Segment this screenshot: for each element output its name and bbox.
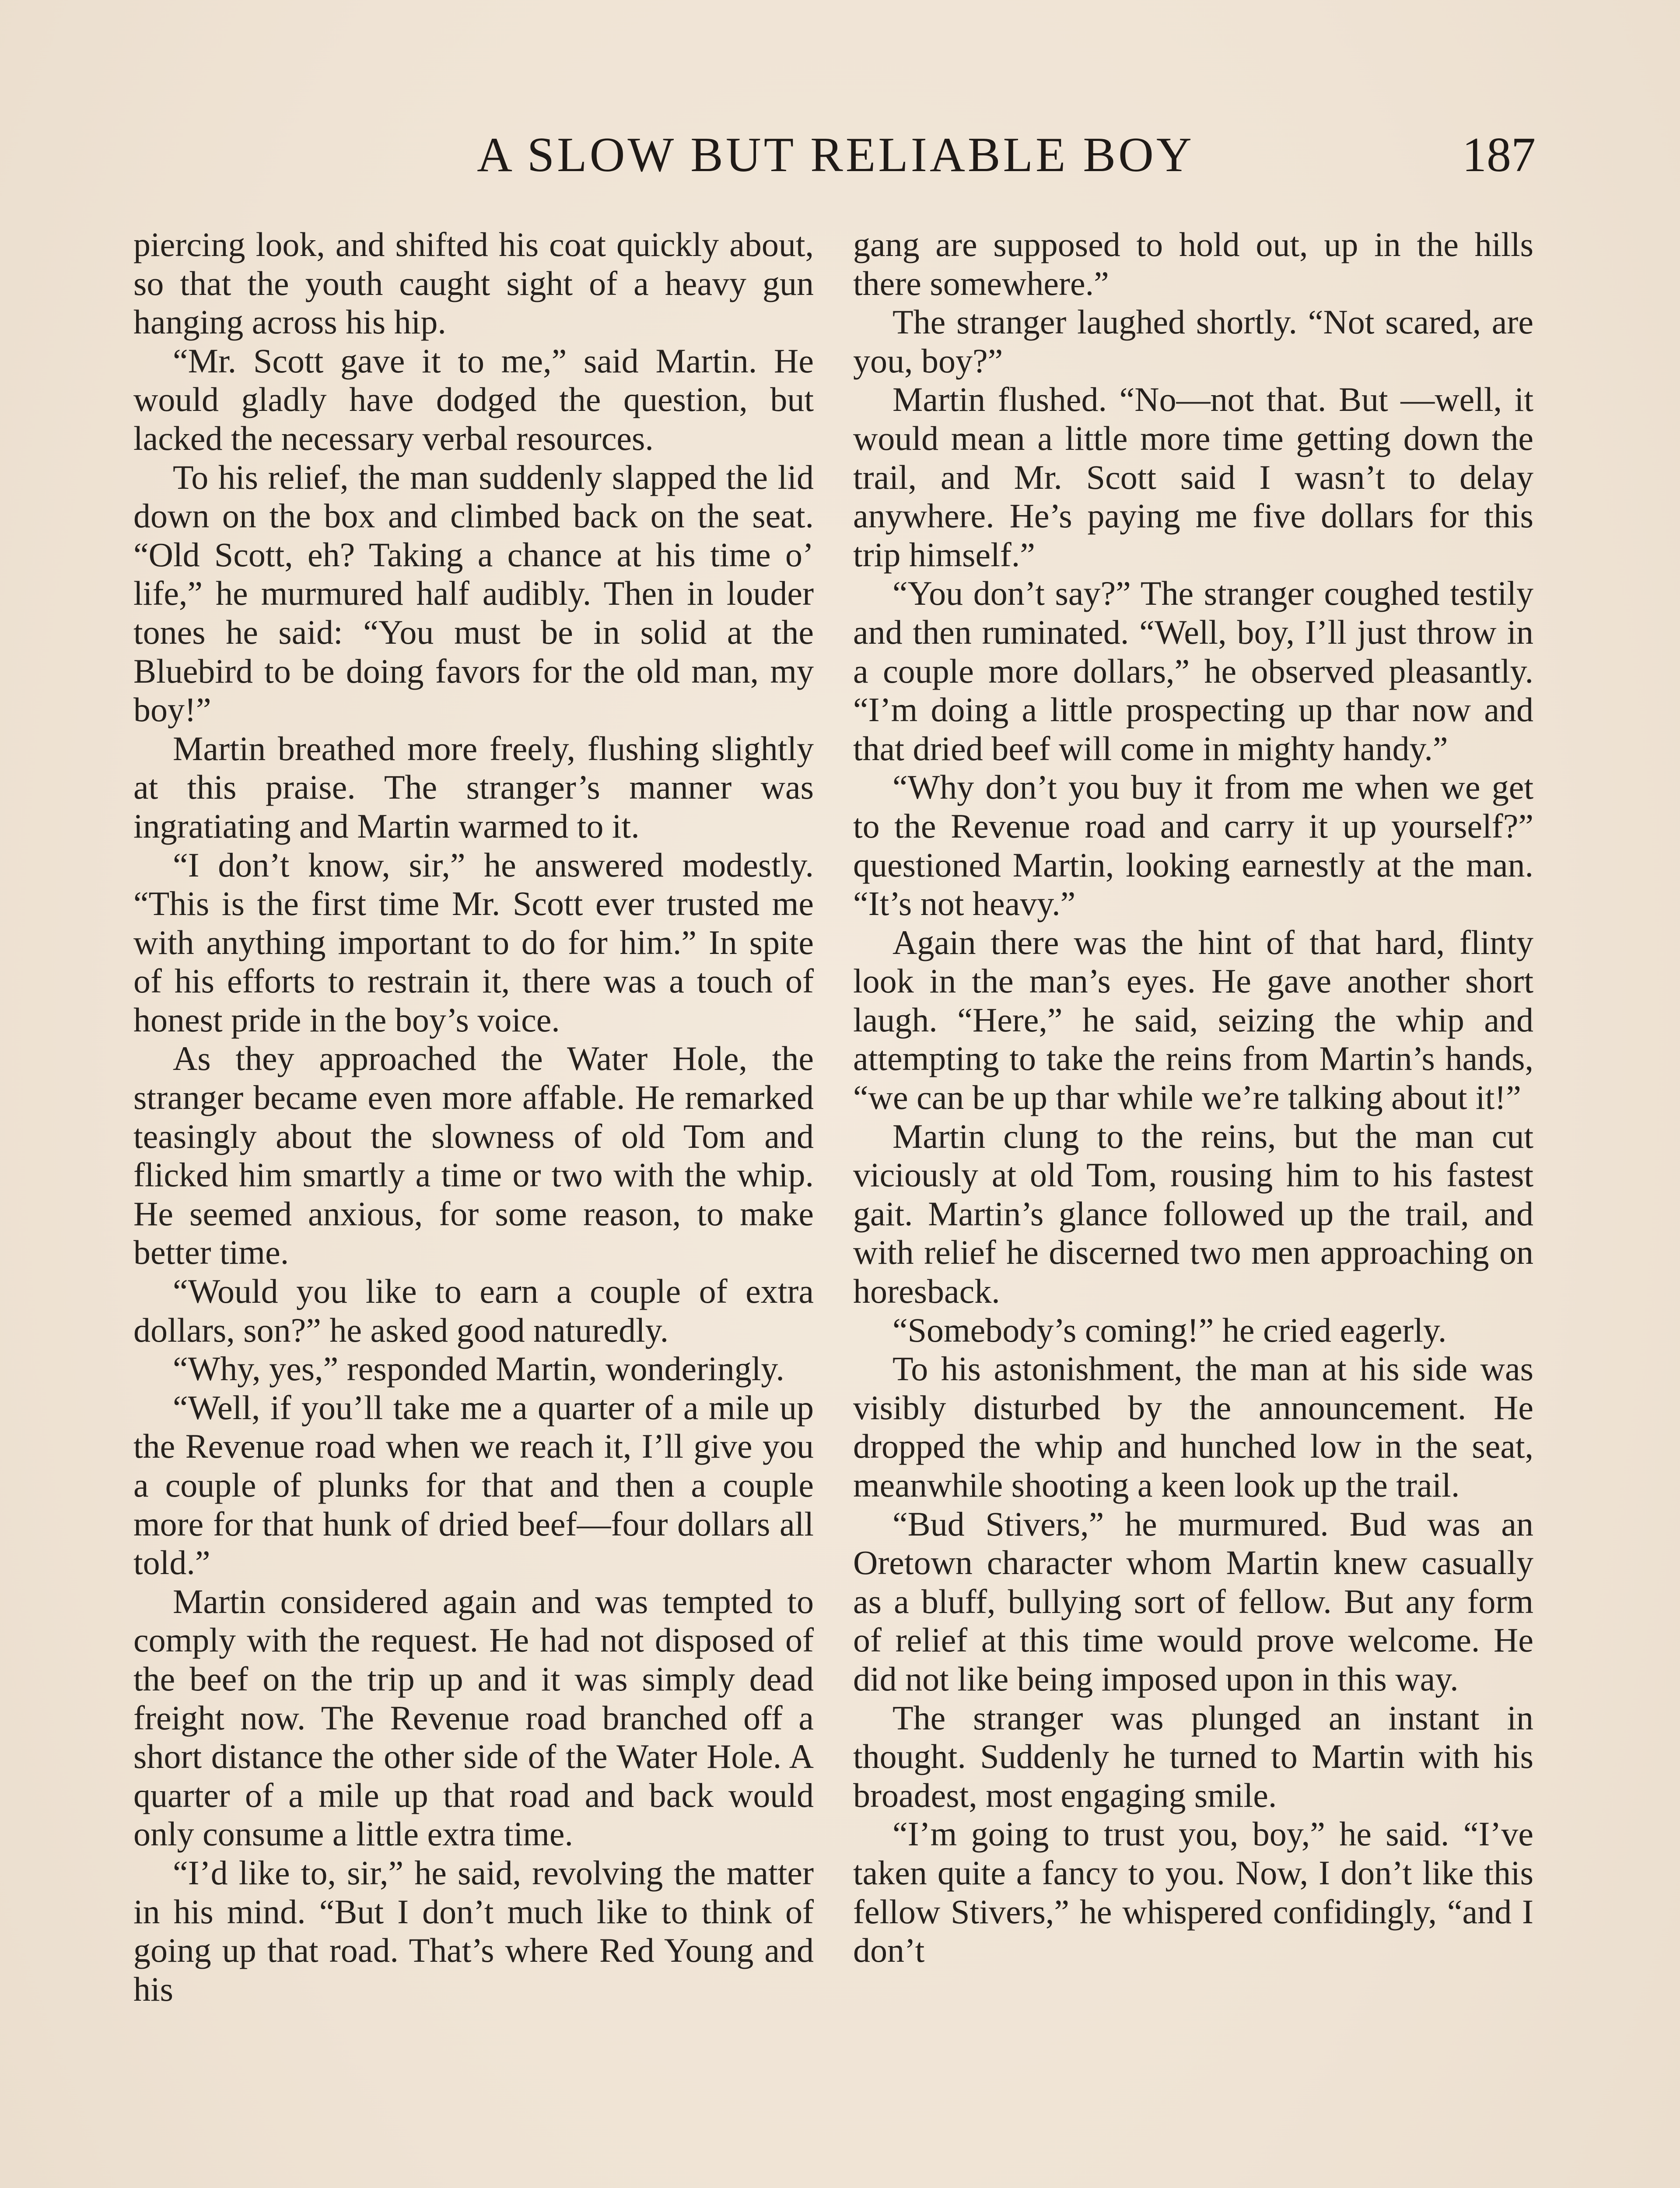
page-number: 187 <box>1462 128 1536 182</box>
paragraph: “Mr. Scott gave it to me,” said Martin. He would gladly have dodged the question, but lacked the necessary verbal resources. <box>133 341 814 457</box>
paragraph: The stranger laughed shortly. “Not scared, are you, boy?” <box>853 303 1533 380</box>
paragraph: To his astonishment, the man at his side was visibly disturbed by the announcement. He dropped the whip and hunched low in the seat, meanwhile shooting a keen look up the trail. <box>853 1350 1533 1504</box>
paragraph: “Why don’t you buy it from me when we get to the Revenue road and carry it up yourself?” questioned Martin, looking earnestly at the man. “It’s not heavy.” <box>853 768 1533 923</box>
paragraph: Martin breathed more freely, flushing slightly at this praise. The stranger’s manner was ingratiating and Martin warmed to it. <box>133 729 814 845</box>
paragraph: “Why, yes,” responded Martin, wonderingly. <box>173 1350 784 1388</box>
paragraph: As they approached the Water Hole, the stranger became even more affable. He remarked teasingly about the slowness of old Tom and flicked him smartly a time or two with the whip. He seemed anxious, for some reason, to make better time. <box>133 1039 814 1272</box>
paragraph: To his relief, the man suddenly slapped the lid down on the box and climbed back on the seat. “Old Scott, eh? Taking a chance at his time o’ life,” he murmured half audibly. Then in louder tones he said: “You must be in solid at the Bluebird to be doing favors for the old man, my boy!” <box>133 458 814 729</box>
paragraph: “I’d like to, sir,” he said, revolving the matter in his mind. “But I don’t much like to think of going up that road. That’s where Red Young and his <box>133 1853 814 2008</box>
paragraph: The stranger was plunged an instant in thought. Suddenly he turned to Martin with his broadest, most engaging smile. <box>853 1698 1533 1814</box>
right-column <box>853 225 1533 1970</box>
paragraph: “Somebody’s coming!” he cried eagerly. <box>892 1311 1447 1349</box>
left-column <box>133 225 814 2009</box>
paragraph: “Well, if you’ll take me a quarter of a mile up the Revenue road when we reach it, I’ll give you a couple of plunks for that and then a couple more for that hunk of dried beef—four dollars all told.” <box>133 1388 814 1582</box>
running-title: A SLOW BUT RELIABLE BOY <box>477 128 1194 182</box>
paragraph: gang are supposed to hold out, up in the hills there somewhere.” <box>853 225 1533 302</box>
paragraph: Martin clung to the reins, but the man cut viciously at old Tom, rousing him to his fastest gait. Martin’s glance followed up the trail, and with relief he discerned two men approaching on horesback. <box>853 1117 1533 1311</box>
paragraph: “Bud Stivers,” he murmured. Bud was an Oretown character whom Martin knew casually as a bluff, bullying sort of fellow. But any form of relief at this time would prove welcome. He did not like being imposed upon in this way. <box>853 1504 1533 1698</box>
paragraph: “I don’t know, sir,” he answered modestly. “This is the first time Mr. Scott ever trusted me with anything important to do for him.” In spite of his efforts to restrain it, there was a touch of honest pride in the boy’s voice. <box>133 845 814 1039</box>
paragraph: “Would you like to earn a couple of extra dollars, son?” he asked good naturedly. <box>133 1272 814 1349</box>
paragraph: Martin considered again and was tempted to comply with the request. He had not disposed of the beef on the trip up and it was simply dead freight now. The Revenue road branched off a short distance the other side of the Water Hole. A quarter of a mile up that road and back would only consume a little extra time. <box>133 1582 814 1853</box>
paragraph: Again there was the hint of that hard, flinty look in the man’s eyes. He gave another short laugh. “Here,” he said, seizing the whip and attempting to take the reins from Martin’s hands, “we can be up thar while we’re talking about it!” <box>853 923 1533 1117</box>
paragraph: Martin flushed. “No—not that. But —well, it would mean a little more time getting down the trail, and Mr. Scott said I wasn’t to delay anywhere. He’s paying me five dollars for this trip himself.” <box>853 380 1533 574</box>
paragraph: “You don’t say?” The stranger coughed testily and then ruminated. “Well, boy, I’ll just throw in a couple more dollars,” he observed pleasantly. “I’m doing a little prospecting up thar now and that dried beef will come in mighty handy.” <box>853 574 1533 768</box>
paragraph: piercing look, and shifted his coat quickly about, so that the youth caught sight of a heavy gun hanging across his hip. <box>133 225 814 341</box>
paragraph: “I’m going to trust you, boy,” he said. “I’ve taken quite a fancy to you. Now, I don’t like this fellow Stivers,” he whispered confidingly, “and I don’t <box>853 1815 1533 1970</box>
